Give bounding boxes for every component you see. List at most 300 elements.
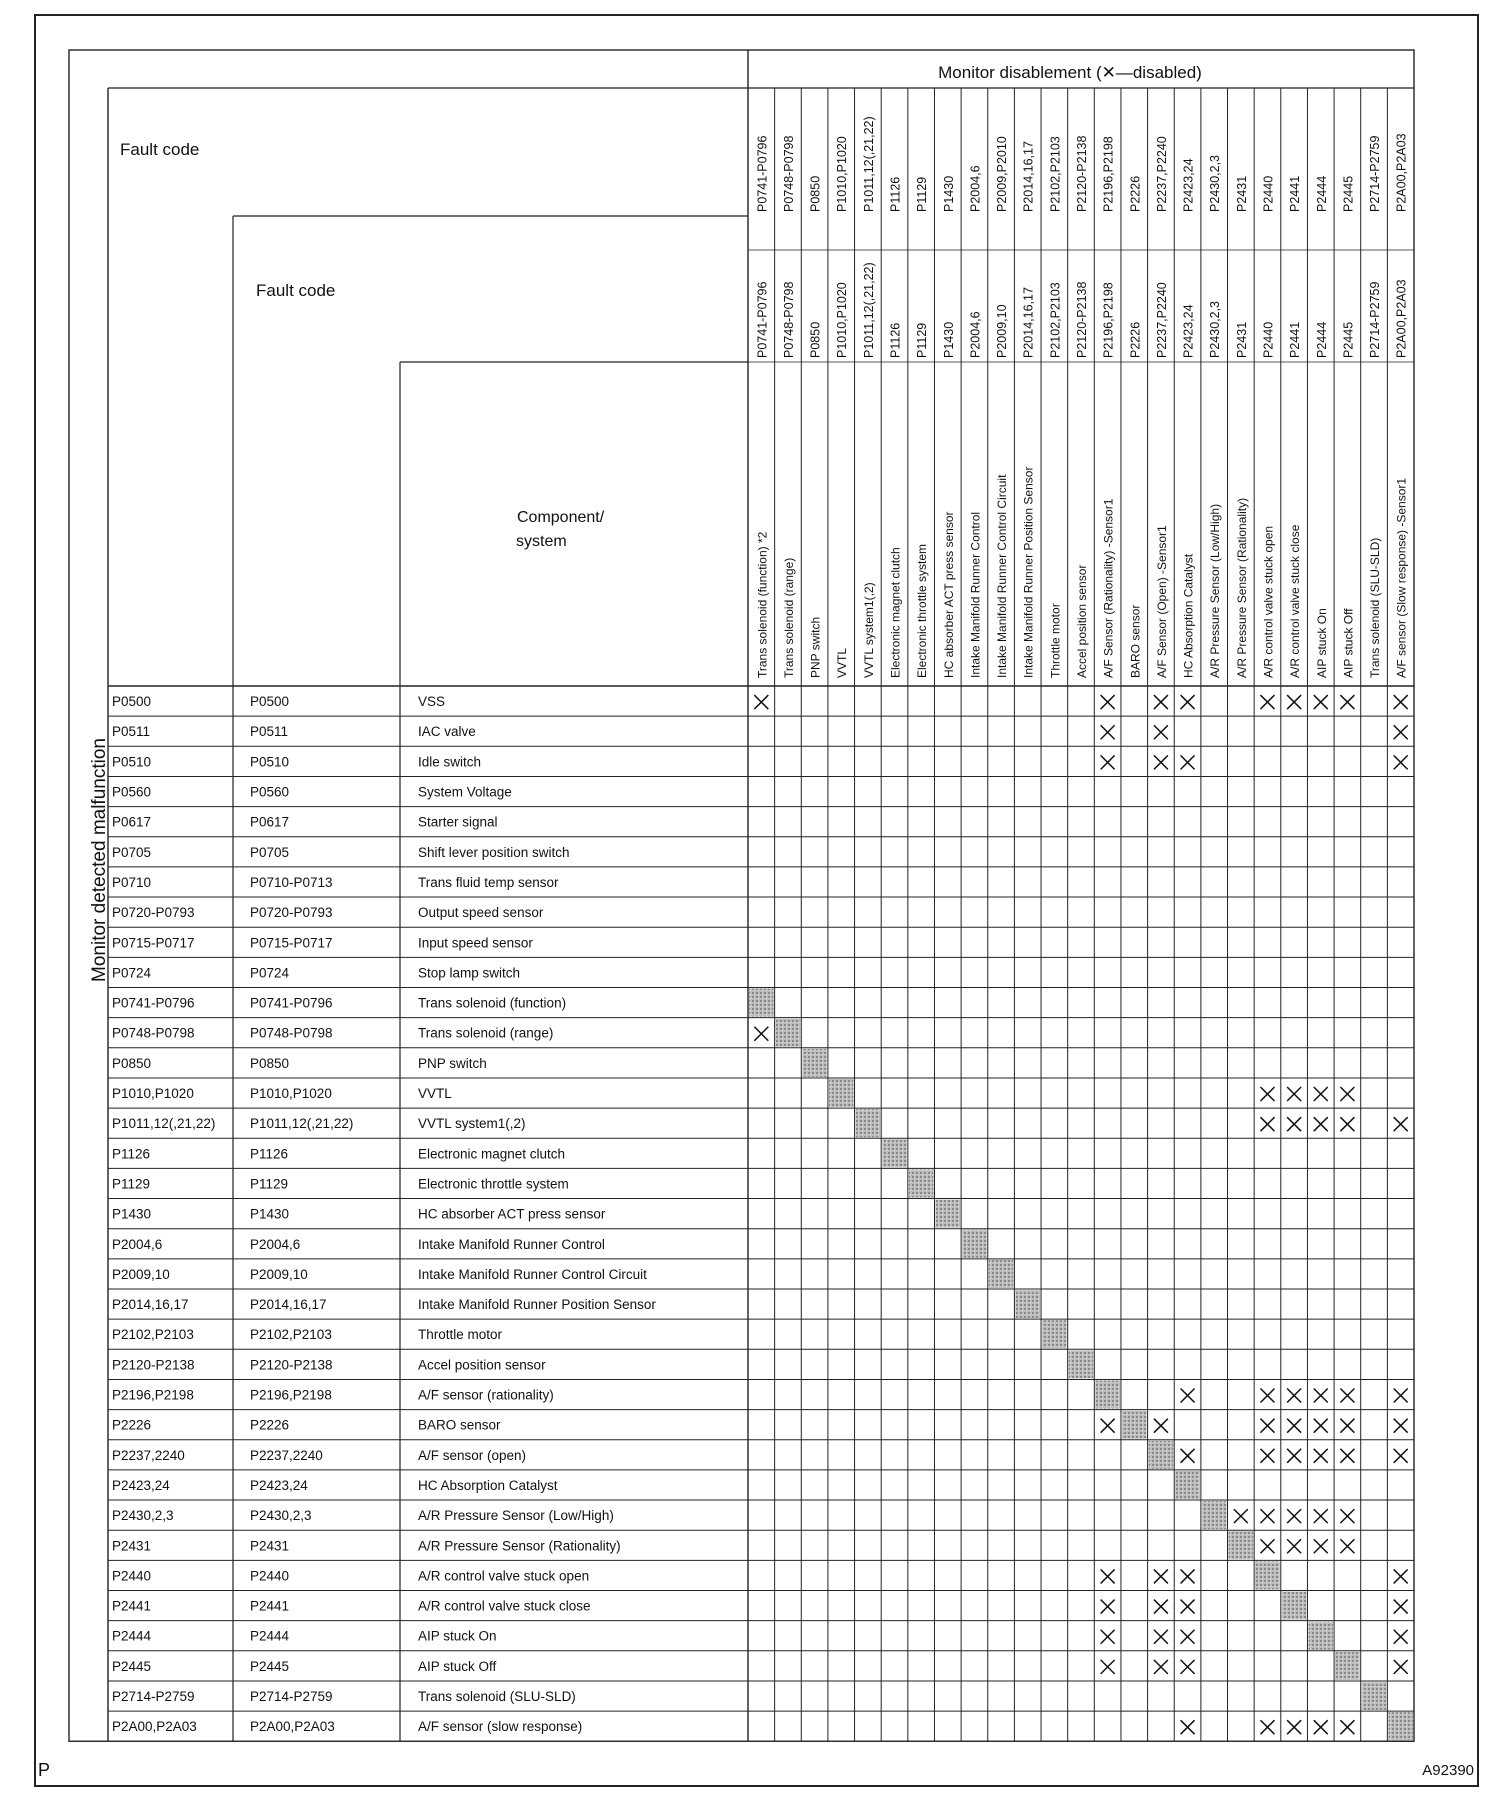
- disabled-mark: [1394, 725, 1408, 739]
- disabled-mark: [1101, 1660, 1115, 1674]
- column-code: P0748-P0798: [781, 135, 796, 212]
- row-code-2: P0511: [250, 724, 289, 740]
- column-code-2: P1011,12(,21,22): [861, 262, 876, 358]
- row-code-2: P1430: [250, 1206, 290, 1222]
- component-label-2: system: [516, 533, 567, 550]
- shaded-cell: [802, 1049, 827, 1077]
- shaded-cell: [989, 1260, 1014, 1288]
- row-code-2: P2431: [250, 1538, 290, 1554]
- column-component: A/R Pressure Sensor (Low/High): [1208, 503, 1223, 678]
- disabled-mark: [1314, 1419, 1328, 1433]
- disabled-mark: [1101, 755, 1115, 769]
- row-component: Idle switch: [418, 754, 482, 770]
- column-code-2: P2431: [1234, 321, 1249, 358]
- column-code-2: P2226: [1128, 321, 1143, 358]
- disabled-mark: [1260, 695, 1274, 709]
- row-code: P2009,10: [112, 1266, 170, 1282]
- shaded-cell: [1042, 1320, 1067, 1348]
- disabled-mark: [754, 695, 768, 709]
- shaded-cell: [1175, 1471, 1200, 1499]
- row-component: VSS: [418, 694, 446, 710]
- column-code: P2014,16,17: [1021, 141, 1036, 212]
- disabled-mark: [1314, 1720, 1328, 1734]
- column-component: AIP stuck Off: [1341, 608, 1356, 678]
- row-code: P2102,P2103: [112, 1327, 194, 1343]
- disabled-mark: [1394, 1389, 1408, 1403]
- row-component: A/R control valve stuck close: [418, 1598, 591, 1614]
- disabled-mark: [1340, 1720, 1354, 1734]
- matrix-column-header: [1261, 176, 1275, 678]
- disabled-mark: [1394, 1660, 1408, 1674]
- disabled-mark: [1181, 1630, 1195, 1644]
- column-code: P2714-P2759: [1368, 135, 1383, 212]
- row-code: P0500: [112, 694, 152, 710]
- column-component: Trans solenoid (range): [781, 557, 796, 678]
- row-component: Intake Manifold Runner Control Circuit: [418, 1266, 647, 1282]
- figure-id: A92390: [1422, 1762, 1474, 1779]
- row-code: P2441: [112, 1598, 152, 1614]
- disabled-mark: [1314, 1449, 1328, 1463]
- row-code: P1430: [112, 1206, 152, 1222]
- fault-code-label-2: Fault code: [256, 281, 336, 300]
- side-label-text: Monitor detected malfunction: [89, 738, 110, 982]
- column-code: P2445: [1341, 175, 1356, 212]
- column-code: P2431: [1234, 175, 1249, 212]
- row-component: HC absorber ACT press sensor: [418, 1206, 606, 1222]
- matrix-column-header: [782, 135, 796, 678]
- disabled-mark: [1394, 1419, 1408, 1433]
- row-code-2: P1126: [250, 1146, 289, 1162]
- row-code: P0748-P0798: [112, 1025, 195, 1041]
- row-component: A/F sensor (rationality): [418, 1387, 554, 1403]
- matrix-column-header: [1022, 141, 1036, 678]
- row-code: P2445: [112, 1658, 152, 1674]
- disabled-mark: [1340, 1419, 1354, 1433]
- shaded-cell: [1388, 1712, 1413, 1740]
- row-component: A/F sensor (slow response): [418, 1719, 583, 1735]
- disabled-mark: [1394, 755, 1408, 769]
- column-code: P0741-P0796: [755, 135, 770, 212]
- column-code: P2441: [1288, 175, 1303, 212]
- matrix-column-header: [995, 136, 1009, 678]
- row-code: P0710: [112, 874, 152, 890]
- row-component: Trans solenoid (range): [418, 1025, 554, 1041]
- matrix-column-header: [968, 165, 982, 678]
- matrix-column-header: [809, 176, 823, 678]
- row-code-2: P2441: [250, 1598, 290, 1614]
- row-code-2: P2226: [250, 1417, 290, 1433]
- row-component: Accel position sensor: [418, 1357, 546, 1373]
- column-code: P2196,P2198: [1101, 136, 1116, 212]
- column-code-2: P1126: [888, 322, 903, 358]
- disabled-mark: [1314, 1087, 1328, 1101]
- column-code: P2226: [1128, 175, 1143, 212]
- row-code: P0511: [112, 724, 151, 740]
- matrix-column-header: [1341, 176, 1355, 678]
- row-component: Trans fluid temp sensor: [418, 874, 559, 890]
- column-component: Intake Manifold Runner Control Circuit: [995, 474, 1010, 678]
- row-code: P2004,6: [112, 1236, 163, 1252]
- column-component: VVTL system1(,2): [861, 582, 876, 678]
- disabled-mark: [754, 1027, 768, 1041]
- shaded-cell: [1202, 1501, 1227, 1529]
- disabled-mark: [1154, 1600, 1168, 1614]
- disabled-mark: [1181, 1389, 1195, 1403]
- row-code: P1129: [112, 1176, 151, 1192]
- matrix-column-header: [1395, 133, 1409, 678]
- row-code-2: P2009,10: [250, 1266, 308, 1282]
- column-component: Intake Manifold Runner Position Sensor: [1021, 466, 1036, 678]
- row-code-2: P0850: [250, 1055, 290, 1071]
- row-code-2: P2445: [250, 1658, 290, 1674]
- column-code: P1010,P1020: [835, 136, 850, 212]
- row-code-2: P2423,24: [250, 1477, 308, 1493]
- row-code-2: P0617: [250, 814, 290, 830]
- shaded-cell: [1335, 1652, 1360, 1680]
- column-component: VVTL: [835, 647, 850, 678]
- matrix-column-header: [1235, 176, 1249, 678]
- row-code: P0715-P0717: [112, 935, 195, 951]
- row-component: PNP switch: [418, 1055, 487, 1071]
- column-code: P2237,P2240: [1154, 136, 1169, 212]
- matrix-column-header: [942, 176, 956, 678]
- row-code-2: P1129: [250, 1176, 289, 1192]
- column-code: P1126: [888, 176, 903, 212]
- row-code-2: P2120-P2138: [250, 1357, 333, 1373]
- disabled-mark: [1287, 1720, 1301, 1734]
- column-code-2: P2A00,P2A03: [1394, 279, 1409, 358]
- row-code-2: P0710-P0713: [250, 874, 333, 890]
- row-code: P0741-P0796: [112, 995, 195, 1011]
- row-code: P2014,16,17: [112, 1297, 189, 1313]
- matrix-column-header: [1288, 176, 1302, 678]
- row-code: P2237,2240: [112, 1447, 185, 1463]
- disabled-mark: [1181, 695, 1195, 709]
- row-code-2: P0741-P0796: [250, 995, 333, 1011]
- shaded-cell: [882, 1139, 907, 1167]
- row-code: P2120-P2138: [112, 1357, 195, 1373]
- column-code: P2A00,P2A03: [1394, 133, 1409, 212]
- shaded-cell: [1069, 1350, 1094, 1378]
- row-component: Throttle motor: [418, 1327, 503, 1343]
- disabled-mark: [1314, 695, 1328, 709]
- matrix-column-header: [1075, 135, 1089, 678]
- matrix-column-header: [1368, 135, 1382, 678]
- row-component: Electronic throttle system: [418, 1176, 569, 1192]
- row-component: VVTL: [418, 1086, 452, 1102]
- disabled-mark: [1287, 1419, 1301, 1433]
- disabled-mark: [1287, 1539, 1301, 1553]
- row-code: P1126: [112, 1146, 151, 1162]
- disabled-mark: [1181, 755, 1195, 769]
- column-code: P2430,2,3: [1208, 155, 1223, 212]
- column-component: A/R control valve stuck close: [1288, 524, 1303, 678]
- row-code: P0510: [112, 754, 152, 770]
- disabled-mark: [1154, 725, 1168, 739]
- disabled-mark: [1101, 1630, 1115, 1644]
- row-component: Starter signal: [418, 814, 498, 830]
- row-code: P2423,24: [112, 1477, 170, 1493]
- column-component: HC absorber ACT press sensor: [941, 511, 956, 678]
- row-code-2: P1011,12(,21,22): [250, 1116, 354, 1132]
- row-component: VVTL system1(,2): [418, 1116, 526, 1132]
- page-letter: P: [38, 1760, 51, 1780]
- row-code: P1011,12(,21,22): [112, 1116, 216, 1132]
- row-code-2: P0560: [250, 784, 290, 800]
- disabled-mark: [1287, 1117, 1301, 1131]
- disabled-mark: [1101, 1419, 1115, 1433]
- column-component: Trans solenoid (SLU-SLD): [1368, 537, 1383, 678]
- disabled-mark: [1340, 1449, 1354, 1463]
- disabled-mark: [1154, 1630, 1168, 1644]
- column-code-2: P2445: [1341, 321, 1356, 358]
- matrix-column-header: [1048, 136, 1062, 678]
- row-component: A/R Pressure Sensor (Low/High): [418, 1508, 614, 1524]
- row-code-2: P2440: [250, 1568, 290, 1584]
- column-code-2: P2009,10: [995, 304, 1010, 358]
- column-component: BARO sensor: [1128, 604, 1143, 678]
- row-component: Trans solenoid (SLU-SLD): [418, 1689, 576, 1705]
- disabled-mark: [1260, 1419, 1274, 1433]
- column-code: P2102,P2103: [1048, 136, 1063, 212]
- column-code: P2120-P2138: [1075, 135, 1089, 212]
- column-code-2: P2444: [1314, 321, 1329, 358]
- side-label: [80, 690, 120, 1030]
- row-component: System Voltage: [418, 784, 512, 800]
- disabled-mark: [1234, 1509, 1248, 1523]
- matrix-column-header: [889, 177, 903, 678]
- column-component: Trans solenoid (function) *2: [755, 531, 770, 678]
- row-component: Intake Manifold Runner Position Sensor: [418, 1297, 656, 1313]
- row-component: HC Absorption Catalyst: [418, 1477, 558, 1493]
- column-code: P1011,12(,21,22): [861, 116, 876, 212]
- row-code: P0560: [112, 784, 152, 800]
- column-code-2: P0741-P0796: [755, 281, 770, 358]
- row-code-2: P2004,6: [250, 1236, 301, 1252]
- row-code-2: P2430,2,3: [250, 1508, 312, 1524]
- row-code: P0850: [112, 1055, 152, 1071]
- disabled-mark: [1340, 1539, 1354, 1553]
- matrix-column-header: [835, 136, 849, 678]
- row-code: P2226: [112, 1417, 152, 1433]
- matrix-column-header: [915, 177, 929, 678]
- shaded-cell: [1255, 1561, 1280, 1589]
- matrix-column-header: [755, 135, 769, 678]
- row-component: BARO sensor: [418, 1417, 501, 1433]
- column-code-2: P2196,P2198: [1101, 282, 1116, 358]
- row-code: P2196,P2198: [112, 1387, 194, 1403]
- row-code: P2430,2,3: [112, 1508, 174, 1524]
- row-component: Trans solenoid (function): [418, 995, 567, 1011]
- row-code: P0720-P0793: [112, 905, 195, 921]
- matrix-column-header: [1208, 155, 1222, 678]
- disabled-mark: [1394, 1117, 1408, 1131]
- row-component: AIP stuck On: [418, 1628, 497, 1644]
- disabled-mark: [1394, 1600, 1408, 1614]
- row-component: Input speed sensor: [418, 935, 533, 951]
- column-code-2: P2714-P2759: [1368, 281, 1383, 358]
- shaded-cell: [962, 1230, 987, 1258]
- disabled-mark: [1287, 1509, 1301, 1523]
- disabled-mark: [1340, 695, 1354, 709]
- row-component: AIP stuck Off: [418, 1658, 497, 1674]
- disabled-mark: [1394, 1569, 1408, 1583]
- column-code: P1430: [941, 175, 956, 212]
- row-code-2: P2A00,P2A03: [250, 1719, 335, 1735]
- row-code-2: P2237,2240: [250, 1447, 323, 1463]
- shaded-cell: [856, 1109, 881, 1137]
- column-component: A/F sensor (Slow response) -Sensor1: [1394, 477, 1409, 678]
- disabled-mark: [1181, 1449, 1195, 1463]
- column-code-2: P1129: [915, 322, 930, 358]
- row-code-2: P0724: [250, 965, 290, 981]
- row-code: P0724: [112, 965, 152, 981]
- column-code: P0850: [808, 175, 823, 212]
- disabled-mark: [1154, 1419, 1168, 1433]
- disabled-mark: [1394, 1630, 1408, 1644]
- disabled-mark: [1314, 1539, 1328, 1553]
- row-component: A/R Pressure Sensor (Rationality): [418, 1538, 621, 1554]
- disabled-mark: [1181, 1720, 1195, 1734]
- disabled-mark: [1101, 1569, 1115, 1583]
- shaded-cell: [1095, 1380, 1120, 1408]
- matrix-column-header: [1102, 136, 1116, 678]
- row-code-2: P2444: [250, 1628, 290, 1644]
- disabled-mark: [1181, 1660, 1195, 1674]
- matrix-column-header: [1128, 176, 1142, 678]
- disabled-mark: [1260, 1720, 1274, 1734]
- column-code-2: P2237,P2240: [1154, 282, 1169, 358]
- row-component: A/R control valve stuck open: [418, 1568, 590, 1584]
- matrix-column-header: [1315, 176, 1329, 678]
- column-code: P1129: [915, 176, 930, 212]
- disabled-mark: [1340, 1509, 1354, 1523]
- disabled-mark: [1181, 1569, 1195, 1583]
- disabled-mark: [1154, 755, 1168, 769]
- row-code-2: P0715-P0717: [250, 935, 333, 951]
- row-code-2: P2102,P2103: [250, 1327, 332, 1343]
- disabled-mark: [1101, 1600, 1115, 1614]
- shaded-cell: [749, 989, 774, 1017]
- column-component: Electronic throttle system: [915, 543, 930, 678]
- column-code-2: P0850: [808, 321, 823, 358]
- row-code-2: P0705: [250, 844, 290, 860]
- row-component: A/F sensor (open): [418, 1447, 527, 1463]
- row-code-2: P2714-P2759: [250, 1689, 333, 1705]
- row-code-2: P2014,16,17: [250, 1297, 327, 1313]
- disabled-mark: [1181, 1600, 1195, 1614]
- column-code-2: P2441: [1288, 321, 1303, 358]
- row-code: P2444: [112, 1628, 152, 1644]
- component-label: Component/: [517, 509, 605, 526]
- disabled-mark: [1340, 1087, 1354, 1101]
- column-component: A/R Pressure Sensor (Rationality): [1234, 497, 1249, 678]
- row-component: Intake Manifold Runner Control: [418, 1236, 605, 1252]
- disabled-mark: [1340, 1117, 1354, 1131]
- shaded-cell: [776, 1019, 801, 1047]
- column-component: Intake Manifold Runner Control: [968, 511, 983, 678]
- column-component: A/F Sensor (Open) -Sensor1: [1154, 525, 1169, 678]
- column-code-2: P2440: [1261, 321, 1276, 358]
- monitor-title: Monitor disablement (✕—disabled): [938, 63, 1202, 82]
- shaded-cell: [1122, 1411, 1147, 1439]
- column-component: A/R control valve stuck open: [1261, 525, 1276, 678]
- column-code: P2004,6: [968, 165, 983, 212]
- disabled-mark: [1260, 1509, 1274, 1523]
- disabled-mark: [1260, 1117, 1274, 1131]
- column-code-2: P2004,6: [968, 311, 983, 358]
- column-code: P2440: [1261, 175, 1276, 212]
- shaded-cell: [1282, 1592, 1307, 1620]
- disabled-mark: [1260, 1539, 1274, 1553]
- row-code: P1010,P1020: [112, 1086, 194, 1102]
- column-code: P2009,P2010: [995, 136, 1010, 212]
- column-component: Throttle motor: [1048, 603, 1063, 678]
- shaded-cell: [1149, 1441, 1174, 1469]
- disabled-mark: [1314, 1389, 1328, 1403]
- row-code-2: P0500: [250, 694, 290, 710]
- disabled-mark: [1154, 695, 1168, 709]
- row-code-2: P2196,P2198: [250, 1387, 332, 1403]
- row-component: IAC valve: [418, 724, 476, 740]
- shaded-cell: [1015, 1290, 1040, 1318]
- matrix-column-header: [862, 116, 876, 678]
- disabled-mark: [1260, 1449, 1274, 1463]
- row-code: P2714-P2759: [112, 1689, 195, 1705]
- disabled-mark: [1154, 1660, 1168, 1674]
- shaded-cell: [1229, 1531, 1254, 1559]
- column-component: HC Absorption Catalyst: [1181, 553, 1196, 678]
- shaded-cell: [829, 1079, 854, 1107]
- row-code-2: P0720-P0793: [250, 905, 333, 921]
- row-component: Shift lever position switch: [418, 844, 570, 860]
- column-component: A/F Sensor (Rationality) -Sensor1: [1101, 498, 1116, 678]
- row-code-2: P1010,P1020: [250, 1086, 332, 1102]
- row-code: P2440: [112, 1568, 152, 1584]
- disabled-mark: [1101, 695, 1115, 709]
- shaded-cell: [1362, 1682, 1387, 1710]
- disabled-mark: [1287, 1087, 1301, 1101]
- column-code-2: P2102,P2103: [1048, 282, 1063, 358]
- row-code-2: P0748-P0798: [250, 1025, 333, 1041]
- fault-code-label: Fault code: [120, 140, 200, 159]
- disabled-mark: [1394, 1449, 1408, 1463]
- column-code: P2444: [1314, 175, 1329, 212]
- matrix-column-header: [1155, 136, 1169, 678]
- shaded-cell: [1308, 1622, 1333, 1650]
- disabled-mark: [1260, 1389, 1274, 1403]
- column-component: Electronic magnet clutch: [888, 547, 903, 678]
- column-code: P2423,24: [1181, 158, 1196, 212]
- row-component: Output speed sensor: [418, 905, 544, 921]
- column-component: PNP switch: [808, 616, 823, 678]
- matrix-column-header: [1182, 158, 1196, 678]
- disabled-mark: [1314, 1509, 1328, 1523]
- disabled-mark: [1154, 1569, 1168, 1583]
- column-code-2: P1430: [941, 321, 956, 358]
- disabled-mark: [1394, 695, 1408, 709]
- row-code: P2431: [112, 1538, 152, 1554]
- disabled-mark: [1314, 1117, 1328, 1131]
- row-code-2: P0510: [250, 754, 290, 770]
- column-component: AIP stuck On: [1314, 608, 1329, 678]
- disabled-mark: [1340, 1389, 1354, 1403]
- column-code-2: P2120-P2138: [1075, 281, 1089, 358]
- disabled-mark: [1287, 1449, 1301, 1463]
- disabled-mark: [1287, 1389, 1301, 1403]
- row-code: P2A00,P2A03: [112, 1719, 197, 1735]
- disabled-mark: [1101, 725, 1115, 739]
